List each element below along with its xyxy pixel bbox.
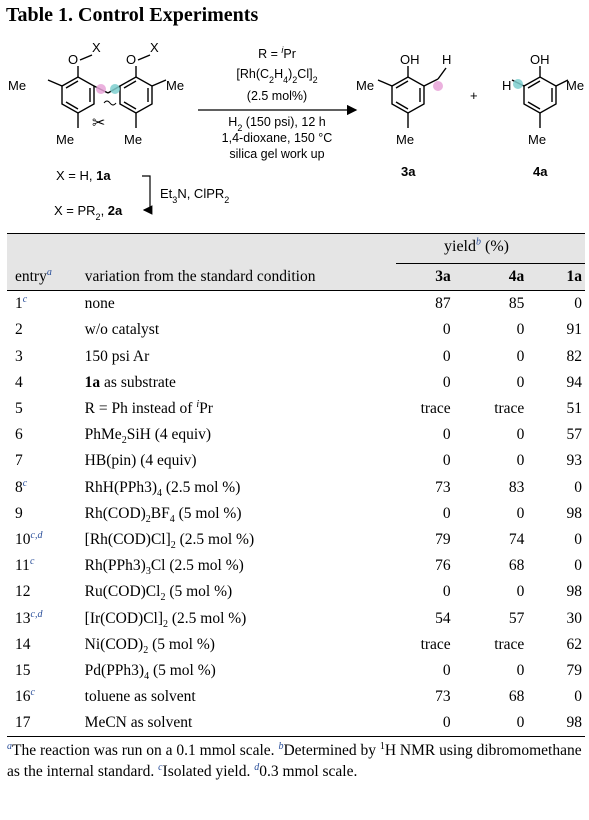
cell-entry: 4 — [15, 373, 23, 391]
column-header-variation: variation from the standard condition — [84, 268, 316, 286]
table-row — [7, 475, 585, 501]
footnote-c: Isolated yield. — [162, 763, 255, 780]
cell-variation: none — [84, 295, 115, 313]
product-4a-structure — [512, 66, 568, 128]
cell-variation: $Ru(COD)Cl_2$ (5 mol %) — [84, 583, 233, 604]
cell-variation: $Rh(COD)_2BF_4$ (5 mol %) — [84, 504, 242, 525]
cell-yield-1a: 79 — [566, 661, 582, 679]
table-row — [7, 579, 585, 605]
me-label: Me — [356, 78, 375, 93]
table-row — [7, 448, 585, 474]
h-label: H — [442, 52, 452, 67]
h-label: H — [502, 78, 512, 93]
cell-yield-4a: 0 — [516, 347, 525, 365]
cell-yield-1a: 93 — [566, 452, 582, 470]
me-label: Me — [528, 132, 547, 147]
cell-yield-3a: 0 — [442, 426, 451, 444]
x-label-right: X — [150, 40, 159, 55]
cell-entry: 2 — [15, 321, 23, 339]
cell-entry: 3 — [15, 347, 23, 365]
condition-solvent: 1,4-dioxane, 150 °C — [221, 131, 333, 145]
table-bottom-rule — [7, 736, 585, 737]
cell-yield-3a: 0 — [442, 452, 451, 470]
table-row — [7, 632, 585, 658]
cell-yield-3a: trace — [420, 400, 451, 418]
cell-yield-1a: 0 — [574, 295, 582, 313]
cell-yield-3a: 73 — [435, 478, 451, 496]
protection-arrow — [142, 176, 150, 210]
o-label-left: O — [68, 52, 79, 67]
cleavage-highlight-teal — [110, 84, 120, 94]
scissors-icon: ✂ — [92, 115, 106, 132]
cell-yield-4a: trace — [494, 635, 525, 653]
cleavage-highlight-pink — [96, 84, 106, 94]
cell-entry-footnote-mark: c — [29, 556, 35, 567]
cell-yield-4a: 0 — [516, 504, 525, 522]
me-label: Me — [124, 132, 143, 147]
me-label: Me — [56, 132, 75, 147]
yield-underline — [396, 263, 585, 264]
cell-yield-3a: 0 — [442, 321, 451, 339]
cell-yield-4a: 0 — [516, 426, 525, 444]
cell-variation: $Ni(COD)_2$ (5 mol %) — [84, 635, 215, 656]
o-label-right: O — [126, 52, 137, 67]
cell-yield-1a: 0 — [574, 478, 582, 496]
cell-yield-4a: 74 — [508, 530, 525, 548]
cell-yield-1a: 98 — [566, 583, 582, 601]
condition-workup: silica gel work up — [229, 147, 325, 161]
table-row — [7, 527, 585, 553]
reaction-scheme — [0, 38, 589, 228]
table-footnotes — [7, 740, 587, 782]
oh-label: OH — [400, 52, 420, 67]
x-pr2-label: $X = PR_2$, 2a — [54, 203, 123, 222]
me-label: Me — [8, 78, 27, 93]
cell-variation: $RhH(PPh3)_4$ (2.5 mol %) — [84, 478, 241, 499]
table-row — [7, 501, 585, 527]
me-label: Me — [396, 132, 415, 147]
table-row — [7, 553, 585, 579]
cell-yield-4a: 57 — [508, 609, 525, 627]
me-label: Me — [566, 78, 585, 93]
substrate-structure — [48, 55, 166, 128]
cell-yield-1a: 91 — [566, 321, 582, 339]
column-header-4a: 4a — [508, 268, 525, 286]
cell-variation: MeCN as solvent — [84, 714, 193, 732]
cell-yield-3a: trace — [420, 635, 451, 653]
yield-group-header — [7, 234, 585, 264]
cell-entry-footnote-mark: c — [22, 477, 28, 489]
cell-variation: $[Ir(COD)Cl]_2$ (2.5 mol %) — [84, 609, 247, 630]
table-row — [7, 658, 585, 684]
h-highlight-teal — [513, 79, 523, 89]
cell-variation: $Pd(PPh3)_4$ (5 mol %) — [84, 661, 216, 682]
cell-yield-1a: 57 — [566, 426, 582, 444]
cell-variation: $[Rh(COD)Cl]_2$ (2.5 mol %) — [84, 530, 255, 552]
results-table — [7, 233, 585, 737]
table-row — [7, 291, 585, 317]
cell-entry-footnote-mark: c,d — [30, 608, 43, 620]
cell-entry: 5 — [15, 400, 23, 418]
cell-yield-1a: 0 — [574, 530, 582, 548]
protection-reagent: $Et_3N$, ClPR$_2$ — [160, 186, 230, 205]
cell-yield-1a: 98 — [566, 504, 582, 522]
cell-entry: 7 — [15, 452, 23, 470]
cell-yield-4a: 0 — [516, 583, 525, 601]
condition-pressure: $H_2$ (150 psi), 12 h — [228, 115, 326, 133]
table-row — [7, 710, 585, 736]
cell-entry: 16$^c$ — [15, 686, 35, 706]
footnote-mark-b: b — [278, 740, 284, 752]
column-header-row — [7, 264, 585, 290]
table-header — [7, 234, 585, 290]
oh-label: OH — [530, 52, 550, 67]
cell-yield-3a: 0 — [442, 373, 451, 391]
column-header-1a: 1a — [566, 268, 582, 286]
bond-cleavage-squiggle — [104, 101, 116, 105]
table-row — [7, 370, 585, 396]
table-row — [7, 422, 585, 448]
cell-yield-1a: 30 — [566, 609, 582, 627]
cell-yield-3a: 0 — [442, 347, 451, 365]
cell-yield-4a: 0 — [516, 714, 525, 732]
cell-yield-3a: 79 — [435, 530, 451, 548]
yield-header-label: yield$^b$ (%) — [444, 236, 509, 255]
cell-entry: 13$^{c,d}$ — [15, 608, 43, 627]
cell-variation: PhMe$_2$SiH (4 equiv) — [84, 426, 212, 447]
cell-yield-4a: 68 — [508, 688, 525, 706]
cell-yield-1a: 0 — [574, 688, 582, 706]
cell-entry: 10$^{c,d}$ — [15, 529, 43, 548]
cell-yield-4a: 85 — [508, 295, 525, 313]
me-label: Me — [166, 78, 185, 93]
cell-variation: 1a as substrate — [84, 373, 176, 391]
footnote-b-part2: H NMR using dibromomethane as the internal standard. — [7, 742, 582, 780]
cell-yield-3a: 0 — [442, 714, 451, 732]
table-row — [7, 317, 585, 343]
cell-variation: R = Ph instead of $^i$Pr — [84, 398, 213, 418]
cell-entry: 14 — [15, 635, 31, 653]
cell-variation: w/o catalyst — [84, 321, 160, 339]
table-row — [7, 344, 585, 370]
condition-catalyst: $[Rh(C_2H_4)_2Cl]_2$ — [236, 67, 318, 85]
cell-yield-3a: 0 — [442, 504, 451, 522]
cell-entry: 8$^c$ — [15, 477, 28, 496]
table-title: Table 1. Control Experiments — [6, 4, 259, 26]
cell-yield-1a: 82 — [566, 347, 582, 365]
x-label-left: X — [92, 40, 101, 55]
cell-yield-4a: 0 — [516, 321, 525, 339]
cell-yield-1a: 0 — [574, 557, 582, 575]
cell-entry: 1$^c$ — [15, 294, 28, 313]
cell-variation: $Rh(PPh3)_3Cl$ (2.5 mol %) — [84, 557, 244, 578]
product-3a-structure — [378, 66, 446, 128]
cell-entry-footnote-mark: c,d — [30, 529, 43, 541]
product-4a-label: 4a — [533, 164, 548, 179]
cell-yield-3a: 73 — [435, 688, 451, 706]
cell-entry: 17 — [15, 714, 31, 732]
cell-variation: HB(pin) (4 equiv) — [84, 452, 197, 470]
column-header-entry: entry$^a$ — [15, 266, 52, 286]
cell-yield-4a: 68 — [508, 557, 525, 575]
footnote-a: The reaction was run on a 0.1 mmol scale. — [12, 742, 279, 759]
cell-entry-footnote-mark: c — [22, 294, 28, 306]
table-row — [7, 396, 585, 422]
cell-entry: 6 — [15, 426, 23, 444]
cell-yield-4a: 0 — [516, 373, 525, 391]
cell-yield-3a: 54 — [435, 609, 451, 627]
condition-loading: (2.5 mol%) — [246, 89, 308, 103]
cell-yield-3a: 87 — [435, 295, 451, 313]
cell-yield-3a: 76 — [435, 557, 451, 575]
footnote-mark-a: a — [7, 740, 12, 752]
cell-yield-1a: 98 — [566, 714, 582, 732]
cell-yield-1a: 51 — [566, 400, 582, 418]
cell-entry: 11$^c$ — [15, 556, 35, 575]
cell-yield-4a: 0 — [516, 661, 525, 679]
cell-yield-1a: 94 — [566, 373, 582, 391]
product-3a-label: 3a — [401, 164, 416, 179]
x-h-label: X = H, 1a — [56, 168, 111, 183]
h-highlight-pink — [433, 81, 443, 91]
cell-yield-4a: trace — [494, 400, 525, 418]
cell-entry-footnote-mark: c — [30, 686, 35, 698]
cell-yield-3a: 0 — [442, 661, 451, 679]
column-header-3a: 3a — [435, 268, 451, 286]
table-row — [7, 605, 585, 631]
cell-yield-4a: 83 — [508, 478, 525, 496]
cell-yield-1a: 62 — [566, 635, 582, 653]
table-row — [7, 684, 585, 710]
cell-yield-3a: 0 — [442, 583, 451, 601]
footnote-d: 0.3 mmol scale. — [259, 763, 358, 780]
footnote-b-isotope: 1 — [379, 740, 385, 752]
table-body — [7, 291, 585, 736]
cell-entry: 15 — [15, 661, 31, 679]
footnote-mark-c: c — [158, 761, 163, 773]
cell-variation: 150 psi Ar — [84, 347, 150, 365]
cell-entry: 9 — [15, 504, 23, 522]
footnote-b-part1: Determined by — [283, 742, 380, 759]
cell-variation: toluene as solvent — [84, 688, 196, 706]
plus-sign: + — [470, 88, 478, 103]
cell-yield-4a: 0 — [516, 452, 525, 470]
footnote-mark-d: d — [254, 761, 260, 773]
condition-r-group: R = $^i$Pr — [258, 45, 296, 61]
cell-entry: 12 — [15, 583, 31, 601]
